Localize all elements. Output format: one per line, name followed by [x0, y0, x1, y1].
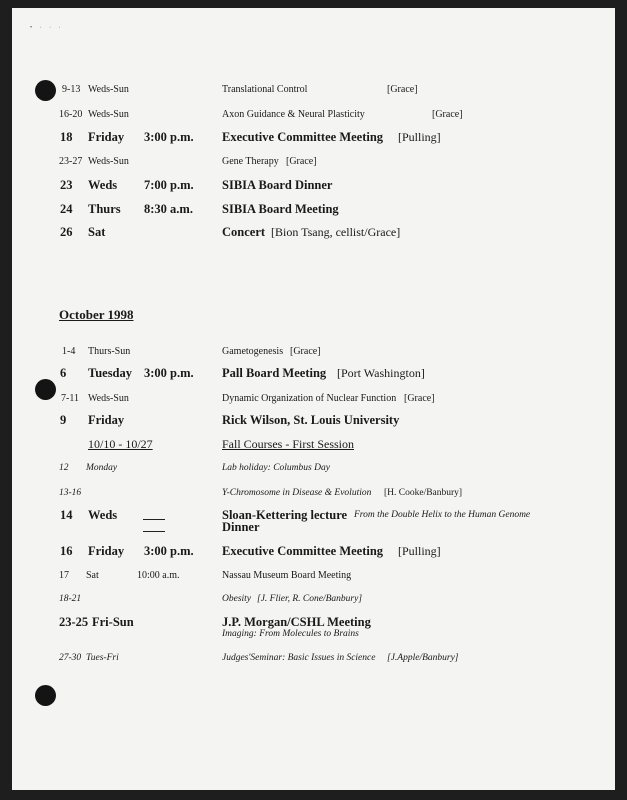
event-date: 23-27 [59, 156, 83, 167]
event-note: [Grace] [387, 84, 418, 95]
event-note: [Bion Tsang, cellist/Grace] [271, 225, 401, 239]
event-title: SIBIA Board Meeting [222, 202, 339, 216]
event-day: Weds [88, 178, 118, 192]
event-date: 1-4 [62, 346, 76, 357]
event-day: Thurs-Sun [88, 346, 131, 357]
event-note: [Grace] [290, 346, 321, 357]
event-date: 9 [60, 413, 67, 427]
punch-hole-bottom [35, 685, 56, 706]
event-date: 23-25 [59, 615, 89, 629]
event-title: Translational Control [222, 84, 308, 95]
event-date: 17 [59, 570, 69, 581]
event-time: 3:00 p.m. [144, 544, 194, 558]
event-date: 26 [60, 225, 73, 239]
event-day: Weds-Sun [88, 84, 129, 95]
event-note: [Grace] [404, 393, 435, 404]
time-blank-line [143, 531, 165, 532]
event-title: Gametogenesis [222, 346, 284, 357]
event-note: [Grace] [286, 156, 317, 167]
event-date: 7-11 [61, 393, 79, 404]
event-day: Weds [88, 508, 118, 522]
event-date: 27-30 [59, 653, 82, 663]
event-title: Rick Wilson, St. Louis University [222, 413, 400, 427]
event-date: 9-13 [62, 84, 81, 95]
punch-hole-middle [35, 379, 56, 400]
event-time: 8:30 a.m. [144, 202, 193, 216]
scan-specks: • · · · [30, 25, 64, 31]
event-date: 23 [60, 178, 73, 192]
event-title: Dynamic Organization of Nuclear Function [222, 393, 397, 404]
event-day: Weds-Sun [88, 109, 129, 120]
event-title: SIBIA Board Dinner [222, 178, 333, 192]
event-note: [J. Flier, R. Cone/Banbury] [257, 594, 363, 604]
event-time: 3:00 p.m. [144, 366, 194, 380]
event-time: 7:00 p.m. [144, 178, 194, 192]
month-heading: October 1998 [59, 307, 134, 322]
event-date: 13-16 [59, 488, 82, 498]
event-date: 18-21 [59, 594, 82, 604]
punch-hole-top [35, 80, 56, 101]
event-date: 6 [60, 366, 67, 380]
event-date: 16-20 [59, 109, 83, 120]
event-title: Fall Courses - First Session [222, 437, 355, 451]
document-page [12, 8, 615, 790]
event-title: Gene Therapy [222, 156, 279, 167]
event-day: Weds-Sun [88, 156, 129, 167]
event-note: [Pulling] [398, 130, 441, 144]
event-note: [Port Washington] [337, 366, 425, 380]
event-title: Sloan-Kettering lecture [222, 508, 348, 522]
event-title: Pall Board Meeting [222, 366, 327, 380]
event-title: Y-Chromosome in Disease & Evolution [222, 488, 372, 498]
event-day: Friday [88, 130, 125, 144]
event-note: [Grace] [432, 109, 463, 120]
event-day: Tuesday [88, 366, 133, 380]
event-date: 16 [60, 544, 73, 558]
event-day: Sat [88, 225, 106, 239]
event-day: Friday [88, 413, 125, 427]
event-title: Lab holiday: Columbus Day [222, 463, 330, 473]
event-day: Friday [88, 544, 125, 558]
event-day: Weds-Sun [88, 393, 129, 404]
event-title: Executive Committee Meeting [222, 544, 384, 558]
event-note: [J.Apple/Banbury] [387, 653, 459, 663]
event-title: Executive Committee Meeting [222, 130, 384, 144]
event-date: 14 [60, 508, 73, 522]
event-date: 18 [60, 130, 73, 144]
event-note: [H. Cooke/Banbury] [384, 488, 463, 498]
time-blank-line [143, 519, 165, 520]
event-title: Concert [222, 225, 266, 239]
event-note: [Pulling] [398, 544, 441, 558]
event-time: 3:00 p.m. [144, 130, 194, 144]
event-title: Judges'Seminar: Basic Issues in Science [222, 653, 376, 663]
event-title: Dinner [222, 520, 260, 534]
event-title: Axon Guidance & Neural Plasticity [222, 109, 365, 120]
event-day: Thurs [88, 202, 121, 216]
event-subtitle: Imaging: From Molecules to Brains [222, 629, 359, 639]
event-day: Monday [86, 463, 118, 473]
event-day: Sat [86, 570, 99, 581]
event-day: Tues-Fri [86, 653, 119, 663]
event-date: 24 [60, 202, 73, 216]
event-date: 12 [59, 463, 69, 473]
event-time: 10:00 a.m. [137, 570, 180, 581]
event-title: Obesity [222, 594, 252, 604]
course-dates: 10/10 - 10/27 [88, 437, 153, 451]
event-note: From the Double Helix to the Human Genome [354, 510, 531, 520]
event-day: Fri-Sun [92, 615, 134, 629]
event-title: Nassau Museum Board Meeting [222, 570, 352, 581]
event-title: J.P. Morgan/CSHL Meeting [222, 615, 371, 629]
